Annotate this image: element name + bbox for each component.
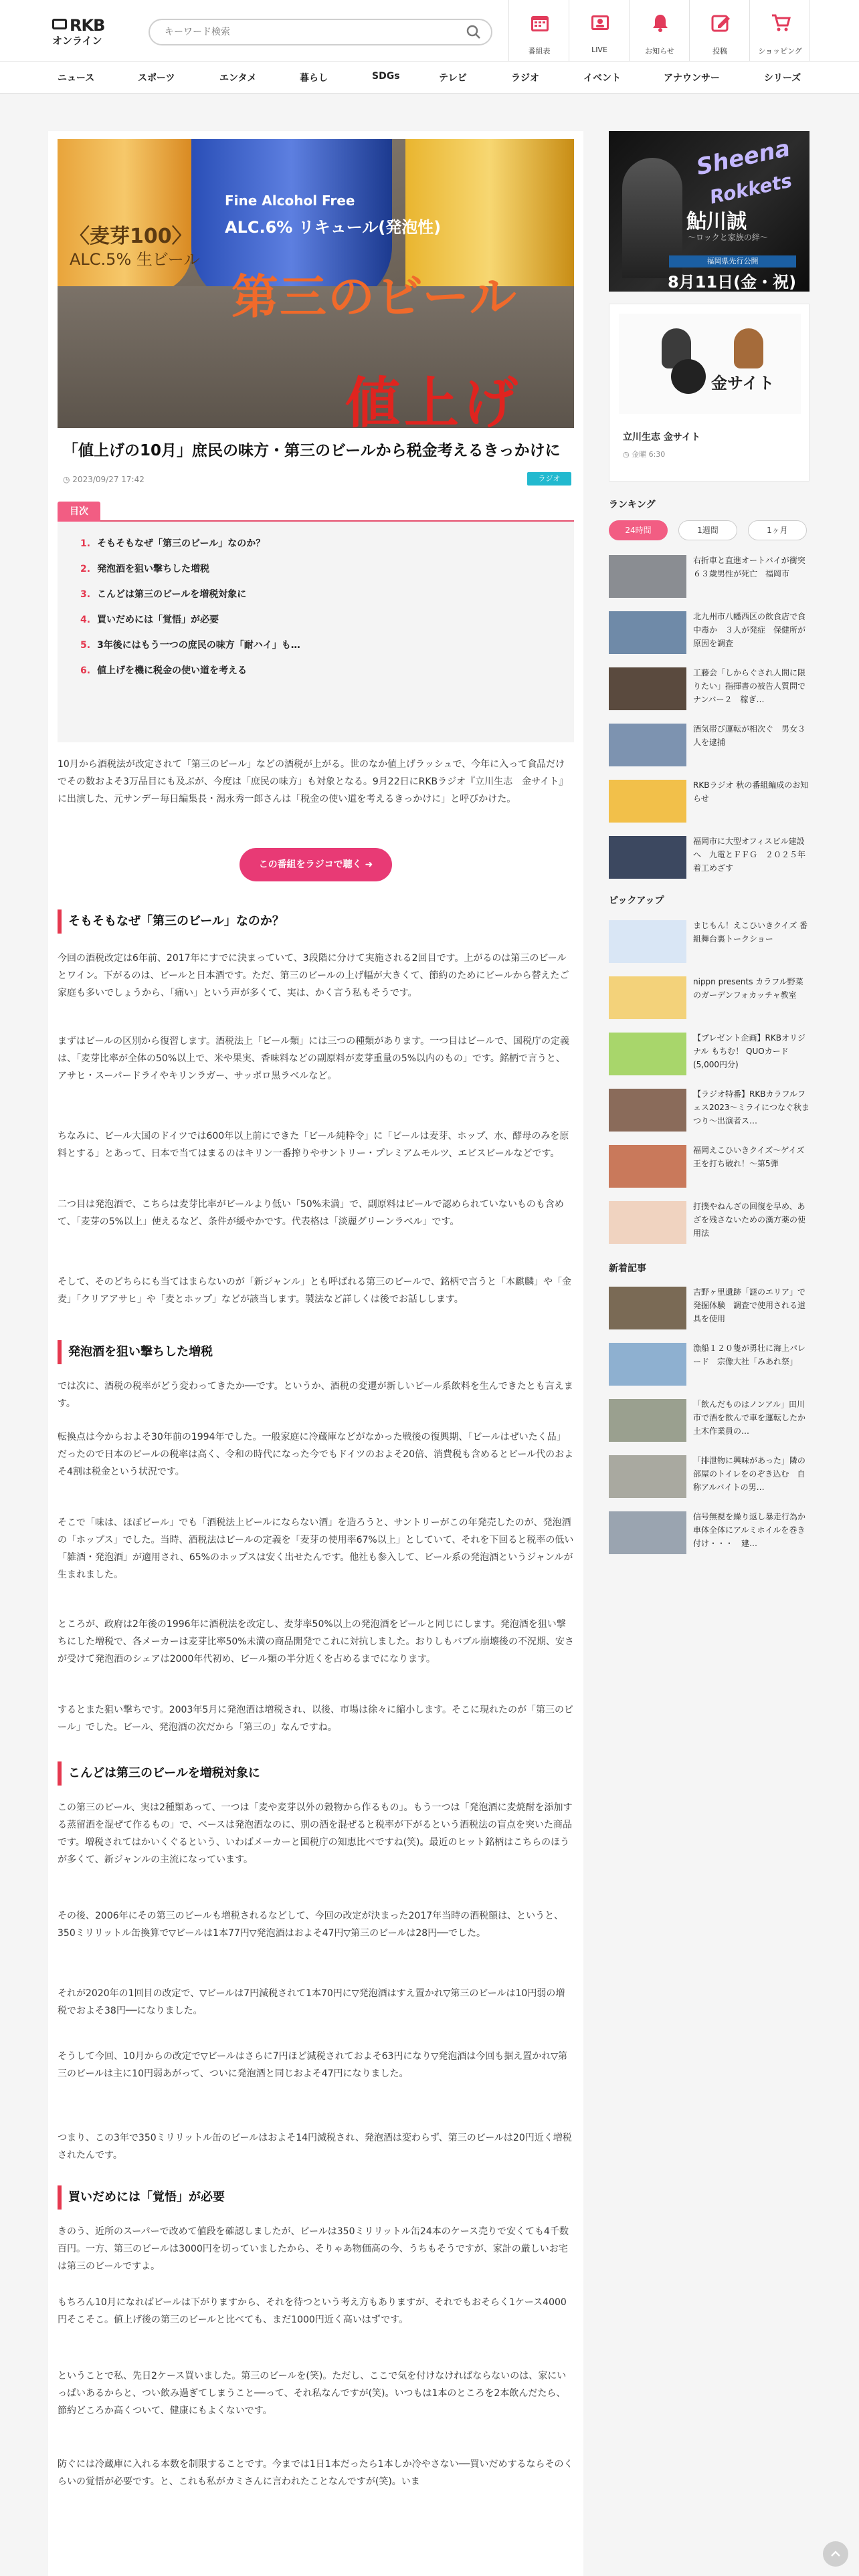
tv-icon [52,19,67,29]
ranking-item[interactable]: RKBラジオ 秋の番組編成のお知らせ [609,778,809,825]
paragraph: するとまた狙い撃ちです。2003年5月に発泡酒は増税され、以後、市場は徐々に縮小します。そこに現れたのが「第三のビール」でした。ビール、発泡酒の次だから「第三の」なんですね。 [58,1705,573,1733]
site-header [0,0,859,62]
clock-icon: ◷ [63,475,73,484]
header-notice-button[interactable]: お知らせ [629,0,689,62]
thumbnail [609,1201,686,1244]
nav-announcer[interactable]: アナウンサー [664,73,720,84]
nav-entertainment[interactable]: エンタメ [219,73,257,84]
ranking-item[interactable]: 右折車と直進オートバイが衝突 ６３歳男性が死亡 福岡市 [609,554,809,601]
paragraph: まずはビールの区別から復習します。酒税法上「ビール類」には三つの種類があります。一つ目はビールで、国税庁の定義は、「麦芽比率が全体の50%以上で、米や果実、香味料などの副原料が麦芽重量の5%以内のもの」です。銘柄で言うと、アサヒ・スーパードライやキリンラガー、サッポロ黒ラベルなど。 [58,1036,569,1081]
thumbnail [609,920,686,963]
pickup-item[interactable]: nippn presents カラフル野菜のガーデンフォカッチャ教室 [609,975,809,1022]
thumbnail [609,836,686,879]
paragraph: それが2020年の1回目の改定で、▽ビールは7円減税されて1本70円に▽発泡酒はすえ置かれ▽第三のビールは10円弱の増税でおよそ38円──になりました。 [58,1988,565,2016]
paragraph: 防ぐには冷蔵庫に入れる本数を制限することです。今までは1日1本だったら1本しか冷やさない──買いだめするならそのくらいの覚悟が必要です。と、これも私がカミさんに言われたことなんですが(笑)。いま [58,2459,573,2487]
hero-caption-sub: 値上げ [345,372,522,428]
host-photo [734,328,763,368]
table-of-contents: 目次 1. そもそもなぜ「第三のビール」なのか？ 2. 発泡酒を狙い撃ちした増税 3. こんどは第三のビールを増税対象に 4. 買いだめには「覚悟」が必要 5. 3年後にはもう一つの庶民の味方「耐ハイ」も… 6. 値上げを機に税金の使い道を考える [58,502,574,742]
section-heading: 発泡酒を狙い撃ちした増税 [58,1337,574,1367]
pickup-item[interactable]: 【ラジオ特番】RKBカラフルフェス2023～ミライにつなぐ秋まつり～出演者ス… [609,1087,809,1134]
thumbnail [609,1343,686,1386]
movie-banner[interactable]: Sheena Rokkets 鮎川誠 ～ロックと家族の絆～ 福岡県先行公開 8月11日(金・祝) [609,131,809,292]
ranking-tabs [609,520,809,540]
thumbnail [609,780,686,823]
pickup-item[interactable]: 打撲やねんざの回復を早め、あざを残さないための漢方薬の使用法 [609,1200,809,1247]
toc-item[interactable]: 3年後にはもう一つの庶民の味方「耐ハイ」も… [97,640,300,651]
ranking-heading: ランキング [609,500,656,510]
nav-series[interactable]: シリーズ [764,73,801,84]
hero-caption-main: 第三のビール [231,270,518,324]
toc-item[interactable]: こんどは第三のビールを増税対象に [97,589,247,600]
nav-sports[interactable]: スポーツ [138,73,175,84]
news-item[interactable]: 信号無視を繰り返し暴走行為か 車体全体にアルミホイルを巻き付け・・・ 建… [609,1510,809,1557]
tab-1month[interactable]: 1ヶ月 [748,520,807,540]
thumbnail [609,976,686,1019]
section-heading: 買いだめには「覚悟」が必要 [58,2183,574,2212]
header-post-button[interactable]: 投稿 [689,0,749,62]
beer-can-gold [58,139,191,293]
nav-life[interactable]: 暮らし [300,73,328,84]
paragraph: もちろん10月になればビールは下がりますから、それを待つという考え方もありますが、それでもおそらく1ケース4000円そこそこ。値上げ後の第三のビールと比べても、まだ1000円近く高いはずです。 [58,2297,567,2325]
rkb-logo[interactable]: RKB オンライン [52,16,105,47]
cart-icon [770,12,791,33]
calendar-icon [529,12,551,33]
paragraph: ちなみに、ビール大国のドイツでは600年以上前にできた「ビール純粋令」に「ビールは麦芽、ホップ、水、酵母のみを原料とする」とあって、日本で当てはまるのはキリン一番搾りやサントリー・プレミアムモルツ、エビスビールなどです。 [58,1131,569,1159]
program-image: 金サイト [619,314,801,414]
chevron-up-icon [829,2547,842,2561]
news-heading: 新着記事 [609,1263,646,1274]
nav-tv[interactable]: テレビ [439,73,467,84]
pickup-item[interactable]: まじもん！えこひいきクイズ 番組舞台裏トークショー [609,919,809,966]
paragraph: 二つ目は発泡酒で、こちらは麦芽比率がビールより低い「50%未満」で、副原料はビールで認められていないものも含めて、「麦芽の5%以上」使えるなど、条件が緩やかです。代表格は「淡麗グリーンラベル」です。 [58,1199,564,1227]
article-main [48,131,583,2576]
paragraph: きのう、近所のスーパーで改めて値段を確認しましたが、ビールは350ミリリットル缶24本のケース売りで安くても4千数百円。一方、第三のビールは3000円を切っていましたから、そりゃあ物価高の今、うちもそうですが、家計の厳しいお宅は第三のビールですよ。 [58,2226,569,2272]
tab-1week[interactable]: 1週間 [678,520,737,540]
thumbnail [609,611,686,654]
thumbnail [609,1511,686,1554]
thumbnail [609,724,686,766]
section-heading: こんどは第三のビールを増税対象に [58,1759,574,1788]
article-date: ◷ 2023/09/27 17:42 [63,475,145,484]
news-item[interactable]: 「排泄物に興味があった」隣の部屋のトイレをのぞき込む 自称アルバイトの男… [609,1454,809,1501]
header-schedule-button[interactable]: 番組表 [508,0,569,62]
live-tv-icon [589,12,611,33]
paragraph: そこで「味は、ほぼビール」でも「酒税法上ビールにならない酒」を造ろうと、サントリーがこの年発売したのが、発泡酒の「ホップス」でした。当時、酒税法はビールの定義を「麦芽の使用率67%以上」としていて、それを下回ると税率の低い「雑酒・発泡酒」が適用され、65%のホップスは安く出せたんです。他社も参入して、ビール系の発泡酒というジャンルが生まれました。 [58,1517,574,1580]
thumbnail [609,667,686,710]
thumbnail [609,1287,686,1329]
arrow-right-icon: ➜ [365,859,373,870]
paragraph: この第三のビール、実は2種類あって、一つは「麦や麦芽以外の穀物から作るもの」。もう一つは「発泡酒に麦焼酎を添加する蒸留酒を混ぜて作るもの」で、ベースは発泡酒なのに、別の酒を混ぜると税率が下がるという酒税法の盲点を突いた商品です。増税されてはかいくぐるという、いわばメーカーと国税庁の知恵比べですね(笑)。最近のヒット銘柄はこちらのほうが多くて、新ジャンルの主流になっています。 [58,1802,573,1865]
paragraph: ところが、政府は2年後の1996年に酒税法を改定し、麦芽率50%以上の発泡酒をビールと同じにします。発泡酒を狙い撃ちにした増税で、各メーカーは麦芽比率50%未満の商品開発でこれに対抗しました。おりしもバブル崩壊後の不況期、安さが受けて発泡酒のシェアは2000年代初め、ビール類の半分近くを占めるまでになります。 [58,1619,574,1665]
news-item[interactable]: 吉野ヶ里遺跡「謎のエリア」で発掘体験 調査で使用される道具を使用 [609,1285,809,1332]
program-time: ◷ 金曜 6:30 [623,450,666,459]
search-input[interactable] [165,24,459,40]
ranking-item[interactable]: 工藤会「しからぐされ人間に限りたい」指揮書の被告人質問でナンバー２ 稼ぎ… [609,666,809,713]
paragraph: 今回の酒税改定は6年前、2017年にすでに決まっていて、3段階に分けて実施される2回目です。上がるのは第三のビールとワイン。下がるのは、ビールと日本酒です。ただ、第三のビールの上げ幅が大きくて、節約のためにビールから替えたご家庭も多いでしょうから、「痛い」という声が多くて、実は、かく言う私もそうです。 [58,953,569,998]
paragraph: では次に、酒税の税率がどう変わってきたか──です。というか、酒税の変遷が新しいビール系飲料を生んできたとも言えます。 [58,1381,573,1409]
category-tag[interactable]: ラジオ [527,472,571,486]
global-nav [0,62,859,94]
search-box[interactable] [149,19,492,45]
paragraph: ということで私、先日2ケース買いました。第三のビールを(笑)。ただし、ここで気を付けなければならないのは、家にいっぱいあるからと、つい飲み過ぎてしまうこと──って、それ私なんですが(笑)。いつもは1本のところを2本飲んだたら、節約どころか高くついて、健康にもよくないです。 [58,2371,567,2416]
paragraph: その後、2006年にその第三のビールも増税されるなどして、今回の改定が決まった2017年当時の酒税額は、というと、350ミリリットル缶換算で▽ビールは1本77円▽発泡酒はおよそ47円▽第三のビールは28円──でした。 [58,1911,564,1939]
radiko-listen-button[interactable]: この番組をラジコで聴く ➜ [240,848,392,881]
article-title: 「値上げの10月」庶民の味方・第三のビールから税金考えるきっかけに [63,442,561,459]
paragraph: 転換点は今からおよそ30年前の1994年でした。一般家庭に冷蔵庫などがなかった戦後の復興期、「ビールはぜいたく品」だったので日本のビールの税率は高く、令和の時代になった今でもドイツのおよそ20倍、消費税も含めるとビール代のおよそ4割は税金という状況です。 [58,1432,574,1477]
back-to-top-button[interactable] [823,2541,848,2567]
article-intro: 10月から酒税法が改定されて「第三のビール」などの酒税が上がる。世のなか値上げラッシュで、今年に入って食品だけでその数およそ3万品目にも及ぶが、今度は「庶民の味方」も対象となる。9月22日にRKBラジオ『立川生志 金サイト』に出演した、元サンデー毎日編集長・潟永秀一郎さんは「税金の使い道を考えるきっかけに」と呼びかけた。 [58,759,569,804]
program-logo [671,359,706,394]
paragraph: つまり、この3年で350ミリリットル缶のビールはおよそ14円減税され、発泡酒は変わらず、第三のビールは20円近く増税されたんです。 [58,2133,572,2161]
thumbnail [609,1089,686,1132]
thumbnail [609,1145,686,1188]
thumbnail [609,1033,686,1075]
nav-radio[interactable]: ラジオ [511,73,539,84]
nav-sdgs[interactable]: SDGs [372,71,400,82]
thumbnail [609,1455,686,1498]
nav-event[interactable]: イベント [583,73,621,84]
pickup-heading: ピックアップ [609,895,664,906]
toc-item[interactable]: 発泡酒を狙い撃ちした増税 [97,564,210,574]
ranking-item[interactable]: 北九州市八幡西区の飲食店で食中毒か ３人が発症 保健所が原因を調査 [609,610,809,657]
news-item[interactable]: 漁船１２０隻が勇壮に海上パレード 宗像大社「みあれ祭」 [609,1341,809,1388]
hero-image: 〈麦芽100〉 ALC.5% 生ビール Fine Alcohol Free ALC.6% リキュール(発泡性) 第三のビール 値上げ [58,139,574,428]
tab-24h[interactable]: 24時間 [609,520,668,540]
toc-item[interactable]: 値上げを機に税金の使い道を考える [97,665,248,676]
clock-icon: ◷ [623,450,632,459]
section-heading: そもそもなぜ「第三のビール」なのか？ [58,907,574,936]
nav-news[interactable]: ニュース [58,73,95,84]
program-card[interactable] [609,304,809,481]
toc-item[interactable]: 買いだめには「覚悟」が必要 [97,615,219,625]
pickup-item[interactable]: 【プレゼント企画】RKBオリジナル もちむ！ QUOカード (5,000円分) [609,1031,809,1078]
thumbnail [609,555,686,598]
header-shopping-button[interactable]: ショッピング [749,0,809,62]
toc-item[interactable]: そもそもなぜ「第三のビール」なのか？ [97,538,266,549]
toc-label: 目次 [58,502,100,522]
ranking-item[interactable]: 酒気帯び運転が相次ぐ 男女３人を逮捕 [609,722,809,769]
thumbnail [609,1399,686,1442]
news-item[interactable]: 「飲んだものはノンアル」田川市で酒を飲んで車を運転したか 土木作業員の… [609,1398,809,1444]
header-live-button[interactable]: LIVE [569,0,629,62]
edit-icon [710,12,731,33]
bell-icon [650,12,671,33]
ranking-item[interactable]: 福岡市に大型オフィスビル建設へ 九電とＦＦＧ ２０２５年着工めざす [609,835,809,881]
program-title: 立川生志 金サイト [623,432,700,443]
search-icon[interactable] [466,24,482,40]
paragraph: そうして今回、10月からの改定で▽ビールはさらに7円ほど減税されておよそ63円になり▽発泡酒は今回も据え置かれ▽第三のビールは主に10円弱あがって、ついに発泡酒と同じおよそ47円になりました。 [58,2051,567,2079]
pickup-item[interactable]: 福岡えこひいきクイズ～ゲイズ王を打ち破れ！～第5弾 [609,1144,809,1190]
paragraph: そして、そのどちらにも当てはまらないのが「新ジャンル」とも呼ばれる第三のビールで、銘柄で言うと「本麒麟」や「金麦」「クリアアサヒ」や「麦とホップ」などが該当します。製法など詳しくは後でお話しします。 [58,1277,571,1305]
